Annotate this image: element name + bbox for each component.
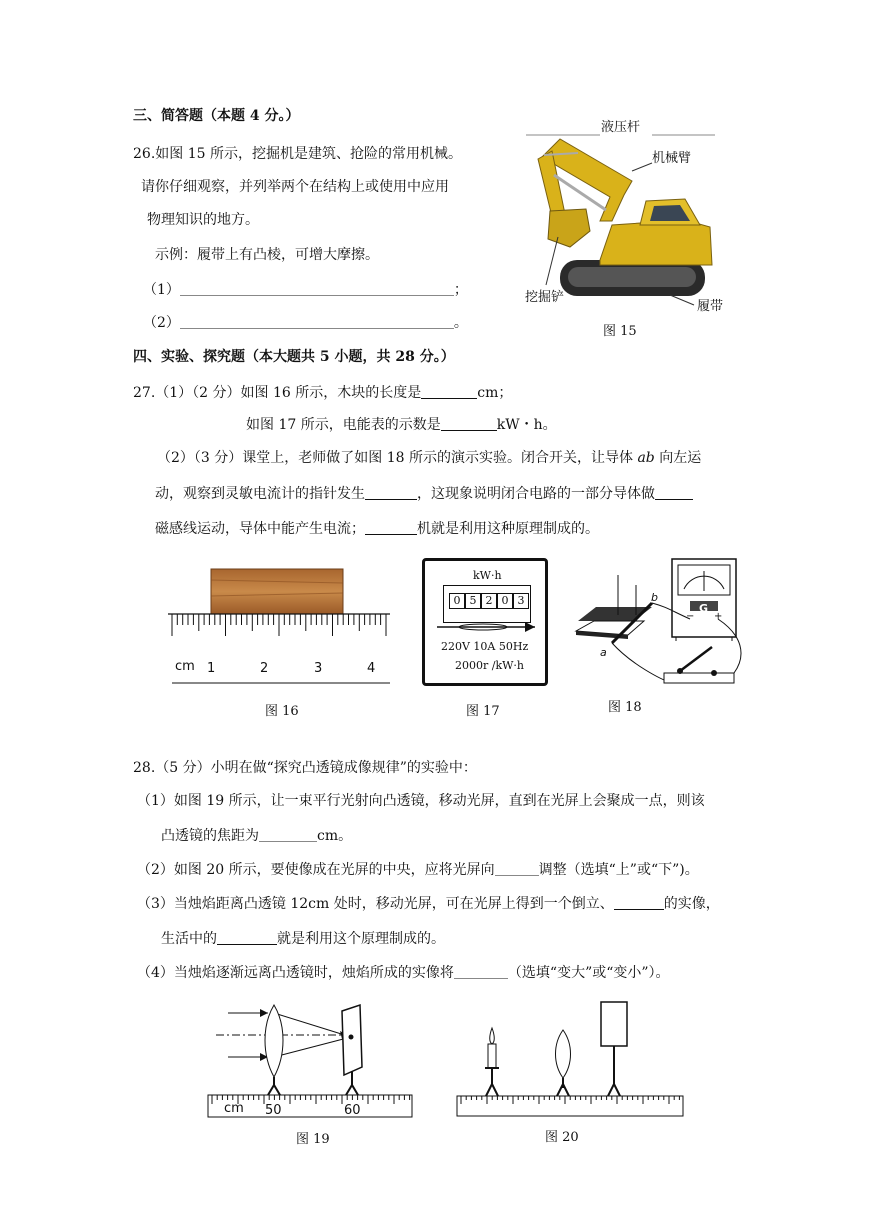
q28-p3c-end: 就是利用这个原理制成的。 — [277, 931, 445, 947]
size-change-blank[interactable] — [454, 964, 508, 979]
answer2-blank[interactable] — [180, 314, 454, 329]
figure17-caption: 图 17 — [466, 704, 500, 719]
meter-spec-2: 2000r /kW·h — [455, 659, 525, 672]
meter-digit: 5 — [465, 593, 481, 609]
label-a: a — [600, 646, 607, 659]
q28-part3-line1 — [137, 895, 720, 913]
section4-heading: 四、实验、探究题（本大题共 5 小题，共 28 分。） — [133, 349, 455, 365]
figure20-caption: 图 20 — [545, 1130, 579, 1145]
section3-heading: 三、简答题（本题 4 分。） — [133, 108, 300, 124]
direction-blank[interactable] — [495, 861, 539, 876]
q27-b-text: 如图 17 所示，电能表的示数是 — [246, 417, 441, 433]
meter-digit: 2 — [481, 593, 497, 609]
application-blank[interactable] — [217, 930, 277, 945]
q26-example: 示例：履带上有凸棱，可增大摩擦。 — [155, 247, 379, 263]
q26-line1: 26.如图 15 所示，挖掘机是建筑、抢险的常用机械。 — [133, 146, 462, 162]
q27-c2a-text: 动，观察到灵敏电流计的指针发生 — [155, 486, 365, 502]
wood-ruler-figure — [168, 566, 393, 686]
candle-lens-screen-setup — [455, 1000, 685, 1118]
q27-c3a-text: 磁感线运动，导体中能产生电流； — [155, 521, 365, 537]
answer2-end: 。 — [453, 315, 468, 331]
q27-line-c1 — [157, 450, 701, 467]
answer2-label: （2） — [143, 315, 180, 331]
q27-b-unit: kW・h。 — [496, 417, 557, 433]
meter-digit: 0 — [497, 593, 513, 609]
excavator-figure — [520, 115, 720, 340]
ruler-label-4: 4 — [367, 661, 376, 676]
q27-line-c2 — [155, 485, 693, 503]
meter-digit: 3 — [513, 593, 529, 609]
q28-p4b-text: （选填“变大”或“变小”）。 — [507, 965, 670, 981]
q27-line-a — [133, 384, 512, 402]
label-b: b — [651, 591, 658, 604]
q27-c3b-text: 机就是利用这种原理制成的。 — [417, 521, 599, 537]
q28-part2 — [137, 861, 699, 879]
wood-length-blank[interactable] — [421, 384, 477, 399]
label-galvanometer-g: G — [699, 602, 709, 615]
q28-p3c-text: 生活中的 — [161, 931, 217, 947]
focal-length-blank[interactable] — [259, 827, 317, 842]
q26-line2: 请你仔细观察，并列举两个在结构上或使用中应用 — [141, 179, 449, 195]
figure19-caption: 图 19 — [296, 1132, 330, 1147]
label-minus: − — [686, 611, 695, 622]
ruler-label-2: 2 — [260, 661, 269, 676]
q28-part4 — [137, 964, 670, 982]
answer1-blank[interactable] — [180, 281, 454, 296]
label-shovel: 挖掘铲 — [525, 290, 565, 305]
q28-p3b-text: 的实像， — [663, 896, 720, 912]
q28-intro: 28.（5 分）小明在做“探究凸透镜成像规律”的实验中： — [133, 760, 477, 776]
machine-blank[interactable] — [365, 520, 417, 535]
q26-line3: 物理知识的地方。 — [147, 212, 259, 228]
q28-p4a-text: （4）当烛焰逐渐远离凸透镜时，烛焰所成的实像将 — [137, 965, 454, 981]
figure15-caption: 图 15 — [603, 324, 637, 339]
q28-p1b-text: 凸透镜的焦距为 — [161, 828, 259, 844]
meter-digits — [449, 593, 529, 609]
q27-line-c3 — [155, 520, 599, 538]
q27-c2b-text: ，这现象说明闭合电路的一部分导体做 — [417, 486, 655, 502]
q26-answer1 — [143, 281, 468, 299]
q26-answer2 — [143, 314, 468, 332]
meter-spec-1: 220V 10A 50Hz — [441, 640, 529, 653]
figure18-caption: 图 18 — [608, 700, 642, 715]
label-plus: + — [714, 611, 723, 622]
meter-unit: kW·h — [473, 569, 502, 582]
q28-part1-line2 — [161, 827, 352, 845]
q27-c1a-text: （2）（3 分）课堂上，老师做了如图 18 所示的演示实验。闭合开关，让导体 — [157, 450, 633, 466]
energy-meter — [422, 558, 548, 686]
q27-line-b — [246, 416, 557, 434]
ruler-label-1: 1 — [207, 661, 216, 676]
bench-mark-50: 50 — [265, 1103, 282, 1118]
image-type-blank[interactable] — [614, 895, 664, 910]
meter-dial-arrow-icon — [433, 619, 543, 635]
q28-part1-line1: （1）如图 19 所示，让一束平行光射向凸透镜，移动光屏，直到在光屏上会聚成一点，则该 — [137, 793, 705, 809]
label-mechanical-arm: 机械臂 — [652, 151, 692, 166]
q27-a-text: 27.（1）（2 分）如图 16 所示，木块的长度是 — [133, 385, 422, 401]
q28-p3a-text: （3）当烛焰距离凸透镜 12cm 处时，移动光屏，可在光屏上得到一个倒立、 — [137, 896, 614, 912]
label-hydraulic-rod: 液压杆 — [601, 120, 641, 135]
motion-blank[interactable] — [655, 485, 693, 500]
meter-digit: 0 — [449, 593, 465, 609]
meter-reading-blank[interactable] — [441, 416, 497, 431]
q27-c1b-text: 向左运 — [659, 450, 702, 466]
answer1-end: ； — [453, 282, 468, 298]
q28-p2b-text: 调整（选填“上”或“下”)。 — [538, 862, 699, 878]
bench-mark-60: 60 — [344, 1103, 361, 1118]
q27-a-unit: cm； — [477, 385, 513, 401]
ruler-label-3: 3 — [314, 661, 323, 676]
q28-p2a-text: （2）如图 20 所示，要使像成在光屏的中央，应将光屏向 — [137, 862, 495, 878]
q28-p1b-unit: cm。 — [317, 828, 353, 844]
label-track: 履带 — [697, 299, 724, 314]
pointer-blank[interactable] — [365, 485, 417, 500]
answer1-label: （1） — [143, 282, 180, 298]
conductor-ab: ab — [637, 450, 655, 466]
ruler-unit-cm: cm — [175, 659, 195, 674]
figure16-caption: 图 16 — [265, 704, 299, 719]
q28-part3-line2 — [161, 930, 445, 948]
bench-unit-cm: cm — [224, 1101, 244, 1116]
